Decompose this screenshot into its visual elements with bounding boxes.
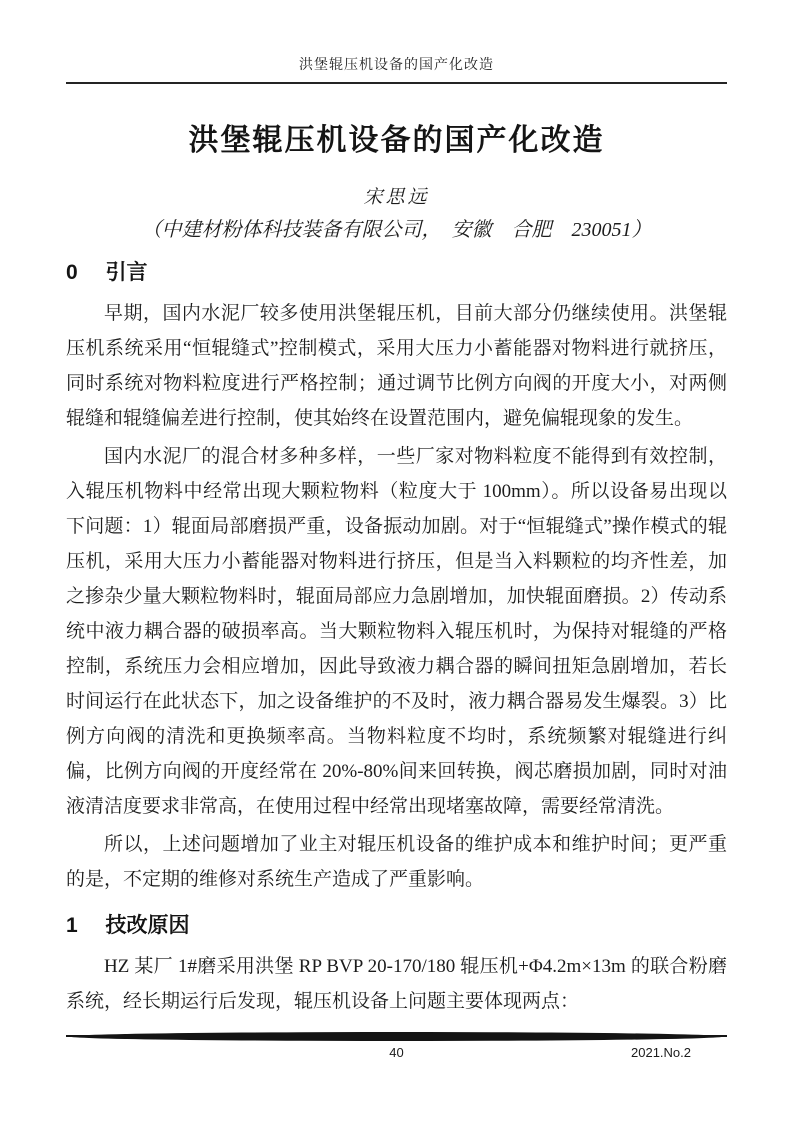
- section-number: 1: [66, 914, 78, 937]
- author-affiliation: （中建材粉体科技装备有限公司， 安徽 合肥 230051）: [141, 219, 652, 241]
- section-title: 技改原因: [105, 914, 190, 937]
- section-number: 0: [66, 261, 78, 284]
- article-title: 洪堡辊压机设备的国产化改造: [188, 124, 605, 157]
- paragraph: HZ 某厂 1#磨采用洪堡 RP BVP 20-170/180 辊压机+Φ4.2m×13m 的联合粉磨系统，经长期运行后发现，辊压机设备上问题主要体现两点：: [66, 956, 727, 1012]
- section-title: 引言: [105, 261, 148, 284]
- section-heading-introduction: [66, 258, 727, 288]
- author-name: 宋思远: [363, 187, 430, 208]
- paragraph: 国内水泥厂的混合材多种多样，一些厂家对物料粒度不能得到有效控制，入辊压机物料中经常出现大颗粒物料（粒度大于 100mm）。所以设备易出现以下问题：1）辊面局部磨损严重，设备振动加剧。对于“恒辊缝式”操作模式的辊压机，采用大压力小蓄能器对物料进行挤压，但是当入料颗粒的均齐性差，加之掺杂少量大颗粒物料时，辊面局部应力急剧增加，加快辊面磨损。2）传动系统中液力耦合器的破损率高。当大颗粒物料入辊压机时，为保持对辊缝的严格控制，系统压力会相应增加，因此导致液力耦合器的瞬间扭矩急剧增加，若长时间运行在此状态下，加之设备维护的不及时，液力耦合器易发生爆裂。3）比例方向阀的清洗和更换频率高。当物料粒度不均时，系统频繁对辊缝进行纠偏，比例方向阀的开度经常在 20%-80%间来回转换，阀芯磨损加剧，同时对油液清洁度要求非常高，在使用过程中经常出现堵塞故障，需要经常清洗。: [66, 446, 727, 817]
- footer-divider-thick: [70, 1032, 723, 1041]
- paragraph: 所以，上述问题增加了业主对辊压机设备的维护成本和维护时间；更严重的是，不定期的维修对系统生产造成了严重影响。: [66, 834, 727, 890]
- section-heading-retrofit-reason: [66, 911, 727, 941]
- footer-row: [66, 1044, 727, 1062]
- footer-divider: [66, 1032, 727, 1041]
- header-divider: [66, 82, 727, 84]
- running-title: 洪堡辊压机设备的国产化改造: [299, 58, 494, 73]
- paragraph: 早期，国内水泥厂较多使用洪堡辊压机，目前大部分仍继续使用。洪堡辊压机系统采用“恒辊缝式”控制模式，采用大压力小蓄能器对物料进行就挤压，同时系统对物料粒度进行严格控制；通过调节比例方向阀的开度大小，对两侧辊缝和辊缝偏差进行控制，使其始终在设置范围内，避免偏辊现象的发生。: [66, 303, 727, 429]
- issue-label: 2021.No.2: [631, 1045, 691, 1060]
- page-footer: [66, 1032, 727, 1062]
- page-number: 40: [389, 1045, 404, 1060]
